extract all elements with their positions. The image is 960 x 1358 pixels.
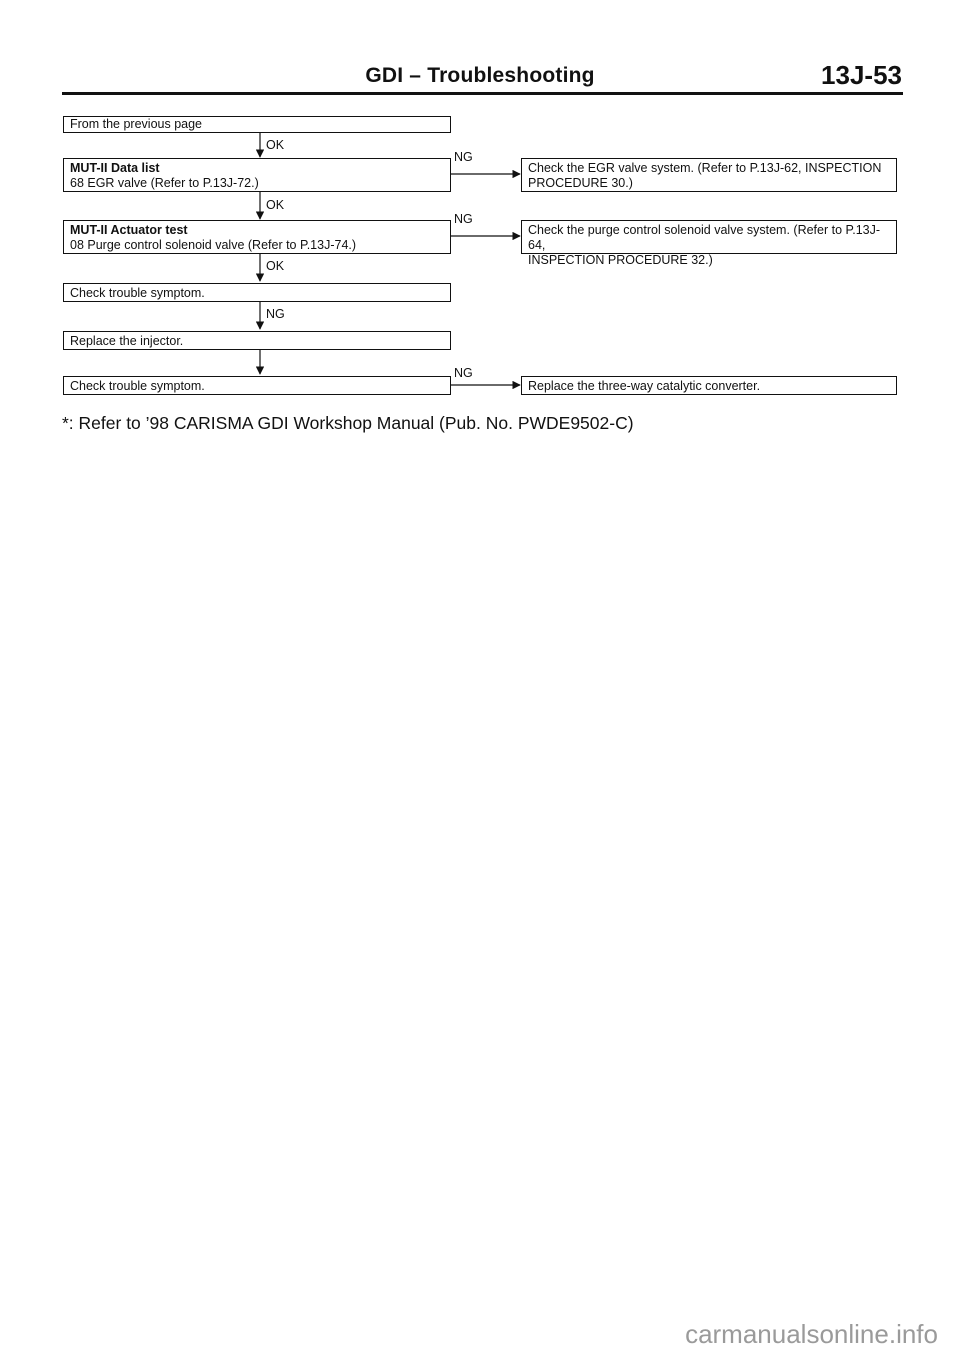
step1-detail: 68 EGR valve (Refer to P.13J-72.) [70, 176, 259, 190]
flow-box-step1-ng [521, 158, 897, 192]
label-ok-2: OK [266, 198, 285, 212]
step2-title: MUT-II Actuator test [70, 223, 188, 237]
flow-box-step2 [63, 220, 451, 254]
flow-box-step4 [63, 331, 451, 350]
step1-ng-line2: PROCEDURE 30.) [528, 176, 633, 190]
step2-ng-line2: INSPECTION PROCEDURE 32.) [528, 253, 713, 267]
label-ng-3: NG [266, 307, 285, 321]
flow-box-start [63, 116, 451, 133]
label-ng-2: NG [454, 212, 473, 226]
flow-box-step2-ng [521, 220, 897, 267]
label-ok-1: OK [266, 138, 285, 152]
step3-text: Check trouble symptom. [70, 286, 205, 300]
flow-box-step1 [63, 158, 451, 192]
footnote: *: Refer to ’98 CARISMA GDI Workshop Manual (Pub. No. PWDE9502-C) [62, 413, 634, 433]
step1-ng-line1: Check the EGR valve system. (Refer to P.13J-62, INSPECTION [528, 161, 882, 175]
flow-box-step5 [63, 376, 451, 395]
label-ng-4: NG [454, 366, 473, 380]
step4-text: Replace the injector. [70, 334, 184, 348]
step2-detail: 08 Purge control solenoid valve (Refer to P.13J-74.) [70, 238, 357, 252]
label-ok-3: OK [266, 259, 285, 273]
step5-text: Check trouble symptom. [70, 379, 205, 393]
step1-title: MUT-II Data list [70, 161, 160, 175]
page-title: GDI – Troubleshooting [365, 64, 595, 87]
label-ng-1: NG [454, 150, 473, 164]
flow-box-step5-ng [521, 376, 897, 395]
page-number: 13J-53 [821, 60, 902, 90]
flowchart-connectors [0, 0, 960, 420]
watermark: carmanualsonline.info [685, 1319, 938, 1349]
step5-ng-text: Replace the three-way catalytic converter. [528, 379, 761, 393]
step2-ng-line1: Check the purge control solenoid valve system. (Refer to P.13J-64, [528, 223, 881, 252]
flow-box-step3 [63, 283, 451, 302]
flow-box-start-text: From the previous page [70, 117, 203, 131]
